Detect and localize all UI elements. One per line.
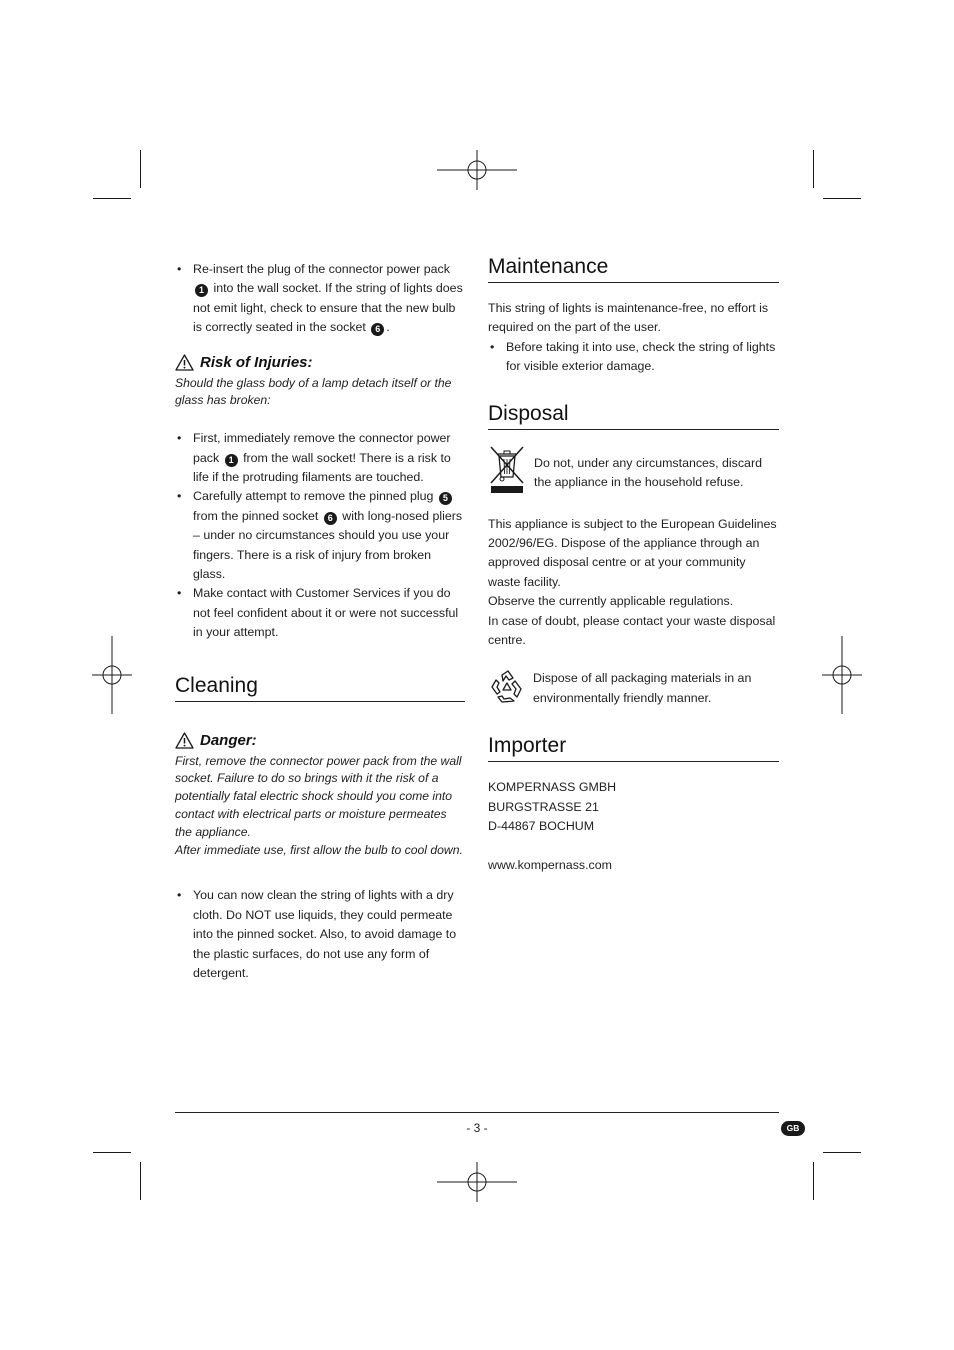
list-item (488, 338, 779, 377)
maintenance-heading: Maintenance (488, 254, 779, 283)
danger-text: After immediate use, first allow the bulb to cool down. (175, 842, 463, 857)
part-number-badge: 6 (324, 512, 337, 525)
list-item (175, 886, 465, 983)
recycle-text: Dispose of all packaging materials in an environmentally friendly manner. (533, 671, 752, 705)
reinsert-text: . (386, 320, 390, 335)
weee-text: Do not, under any circumstances, discard the appliance in the household refuse. (534, 455, 762, 490)
warning-triangle-icon (175, 732, 194, 749)
language-badge: GB (781, 1121, 805, 1136)
crop-mark (140, 150, 141, 188)
risk-heading (175, 354, 465, 371)
crop-mark (813, 150, 814, 188)
weee-notice (488, 446, 779, 496)
recycle-icon (488, 669, 526, 707)
crop-mark (93, 198, 131, 199)
reinsert-text: into the wall socket. If the string of lights does not emit light, check to ensure that the new bulb is correctly seated in the socket (193, 281, 463, 335)
part-number-badge: 6 (371, 323, 384, 336)
risk-title: Risk of Injuries: (200, 353, 313, 371)
risk-list (175, 429, 465, 642)
registration-mark-icon (822, 636, 862, 714)
risk-text: Make contact with Customer Services if you do not feel confident about it or were not successful in your attempt. (193, 586, 459, 640)
list-item (175, 487, 465, 584)
crop-mark (823, 198, 861, 199)
risk-text: Carefully attempt to remove the pinned plug (193, 489, 437, 504)
crossed-out-bin-icon (488, 444, 526, 496)
registration-mark-icon (92, 636, 132, 714)
crop-mark (813, 1162, 814, 1200)
reinsert-list (175, 260, 465, 338)
list-item (175, 584, 465, 642)
list-item (175, 429, 465, 487)
registration-mark-icon (437, 150, 517, 190)
crop-mark (140, 1162, 141, 1200)
part-number-badge: 5 (439, 492, 452, 505)
risk-text: from the wall socket! There is a risk to life if the protruding filaments are touched. (193, 450, 451, 485)
part-number-badge: 1 (195, 284, 208, 297)
maintenance-bullet-text: Before taking it into use, check the string of lights for visible exterior damage. (506, 339, 776, 374)
disposal-text: Observe the currently applicable regulations. (488, 594, 734, 609)
part-number-badge: 1 (225, 454, 238, 467)
warning-triangle-icon (175, 354, 194, 371)
importer-website: www.kompernass.com (488, 857, 612, 872)
risk-text: with long-nosed pliers – under no circumstances should you use your fingers. There is a risk of injury from broken glass. (193, 508, 463, 582)
disposal-text: In case of doubt, please contact your waste disposal centre. (488, 613, 776, 648)
risk-intro: Should the glass body of a lamp detach itself or the glass has broken: (175, 375, 452, 408)
cleaning-heading: Cleaning (175, 673, 465, 702)
right-column (488, 254, 779, 875)
importer-city: D-44867 BOCHUM (488, 819, 595, 834)
risk-text: from the pinned socket (193, 508, 322, 523)
importer-name: KOMPERNASS GMBH (488, 780, 617, 795)
crop-mark (823, 1152, 861, 1153)
maintenance-text: This string of lights is maintenance-free, no effort is required on the part of the user. (488, 301, 769, 335)
reinsert-text: Re-insert the plug of the connector power pack (193, 262, 450, 276)
importer-heading: Importer (488, 733, 779, 762)
clean-list (175, 886, 465, 983)
disposal-text: This appliance is subject to the European Guidelines 2002/96/EG. Dispose of the appliance through an approved disposal centre or at your community waste facility. (488, 516, 777, 589)
clean-text: You can now clean the string of lights with a dry cloth. Do NOT use liquids, they could permeate into the pinned socket. Also, to avoid damage to the plastic surfaces, do not use any form of detergent. (193, 888, 457, 981)
page-number: - 3 - (466, 1121, 488, 1135)
risk-text: First, immediately remove the connector power pack (193, 431, 451, 465)
maintenance-list (488, 338, 779, 377)
footer-rule (175, 1112, 779, 1113)
recycle-notice (488, 669, 779, 708)
left-column (175, 260, 465, 984)
danger-heading (175, 732, 465, 749)
danger-text: First, remove the connector power pack from the wall socket. Failure to do so brings with it the risk of a potentially fatal electric shock should you come into contact with electrical parts or moisture permeates the appliance. (175, 753, 462, 839)
importer-street: BURGSTRASSE 21 (488, 799, 599, 814)
list-item (175, 260, 465, 338)
importer-address (488, 778, 779, 875)
danger-title: Danger: (200, 731, 257, 749)
registration-mark-icon (437, 1162, 517, 1202)
disposal-heading: Disposal (488, 401, 779, 430)
crop-mark (93, 1152, 131, 1153)
